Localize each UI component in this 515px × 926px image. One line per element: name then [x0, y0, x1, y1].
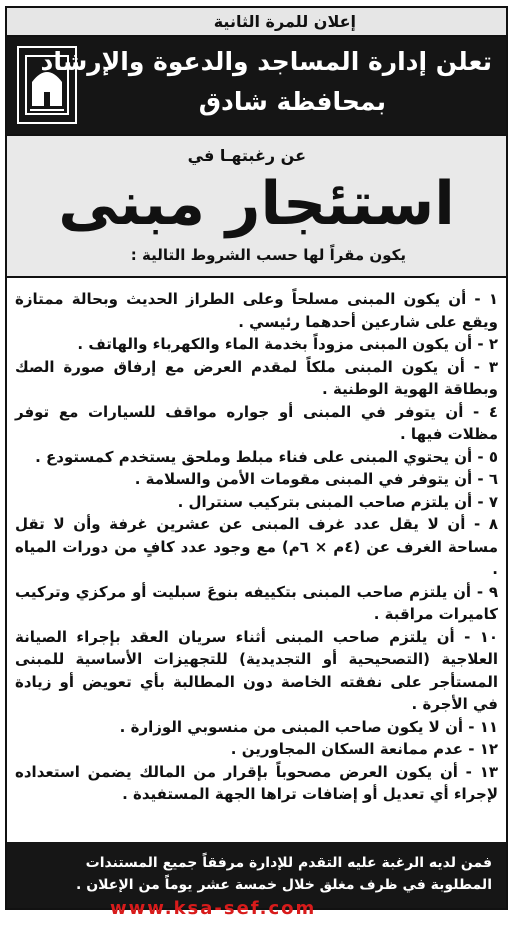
condition-item: ٥ - أن يحتوي المبنى على فناء مبلط وملحق يستخدم كمستودع . [35, 447, 498, 466]
condition-item: ٩ - أن يلتزم صاحب المبنى بتكييفه بنوعَ سبليت أو مركزي وتركيب كاميرات مراقبة . [15, 582, 498, 623]
conditions-intro: يكون مقراً لها حسب الشروط التالية : [130, 246, 406, 264]
condition-item: ١٢ - عدم ممانعة السكان المجاورين . [230, 740, 498, 758]
condition-item: ٧ - أن يلتزم صاحب المبنى بتركيب سنترال . [177, 492, 498, 511]
condition-item: ١ - أن يكون المبنى مسلحاً وعلى الطراز الحديث وبحالة ممتازة ويقع على شارعين أحدهما رئيسي . [15, 290, 498, 331]
condition-item: ٨ - أن لا يقل عدد غرف المبنى عن عشرين غرفة وأن لا تقل مساحة الغرف عن (٤م × ٦م) مع وجود عدد كافٍ من دورات المياه . [15, 515, 498, 578]
condition-item: ٣ - أن يكون المبنى ملكاً لمقدم العرض مع إرفاق صورة الصك وبطاقة الهوية الوطنية . [15, 357, 498, 398]
condition-item: ١٠ - أن يلتزم صاحب المبنى أثناء سريان العقد بإجراء الصيانة العلاجية (التصحيحية أو التجديدية) للتجهيزات الأساسية للمبنى المستأجر على نفقته الخاصة دون المطالبة بأي تعويض أو زيادة في الأجرة . [15, 627, 498, 713]
advertisement [5, 6, 508, 910]
condition-item: ٤ - أن يتوفر في المبنى أو جواره مواقف للسيارات مع توفر مظلات فيها . [15, 402, 498, 443]
condition-item: ٢ - أن يكون المبنى مزوداً بخدمة الماء والكهرباء والهاتف . [77, 335, 498, 353]
condition-item: ١٣ - أن يكون العرض مصحوباً بإقرار من المالك يضمن استعداده لإجراء أي تعديل أو إضافات تراها الجهة المستفيدة . [15, 762, 498, 803]
condition-item: ٦ - أن يتوفر في المبنى مقومات الأمن والسلامة . [134, 470, 498, 488]
notice-type-label: إعلان للمرة الثانية [7, 8, 506, 37]
conditions-list [7, 278, 506, 808]
website-watermark: www.ksa-sef.com [110, 898, 317, 919]
header-banner [7, 37, 506, 136]
header-location: بمحافظة شادق [198, 87, 386, 116]
subject-section [7, 136, 506, 278]
footer-instructions: فمن لديه الرغبة عليه التقدم للإدارة مرفقاً جميع المستندات المطلوبة في ظرف مغلق خلال خمسة عشر يوماً من الإعلان . [7, 842, 506, 908]
header-title: تعلن إدارة المساجد والدعوة والإرشاد [40, 47, 492, 76]
condition-item: ١١ - أن لا يكون صاحب المبنى من منسوبي الوزارة . [119, 717, 498, 736]
subject-intro: عن رغبتهـا في [187, 146, 306, 165]
subject-title: استئجار مبنى [58, 169, 455, 239]
